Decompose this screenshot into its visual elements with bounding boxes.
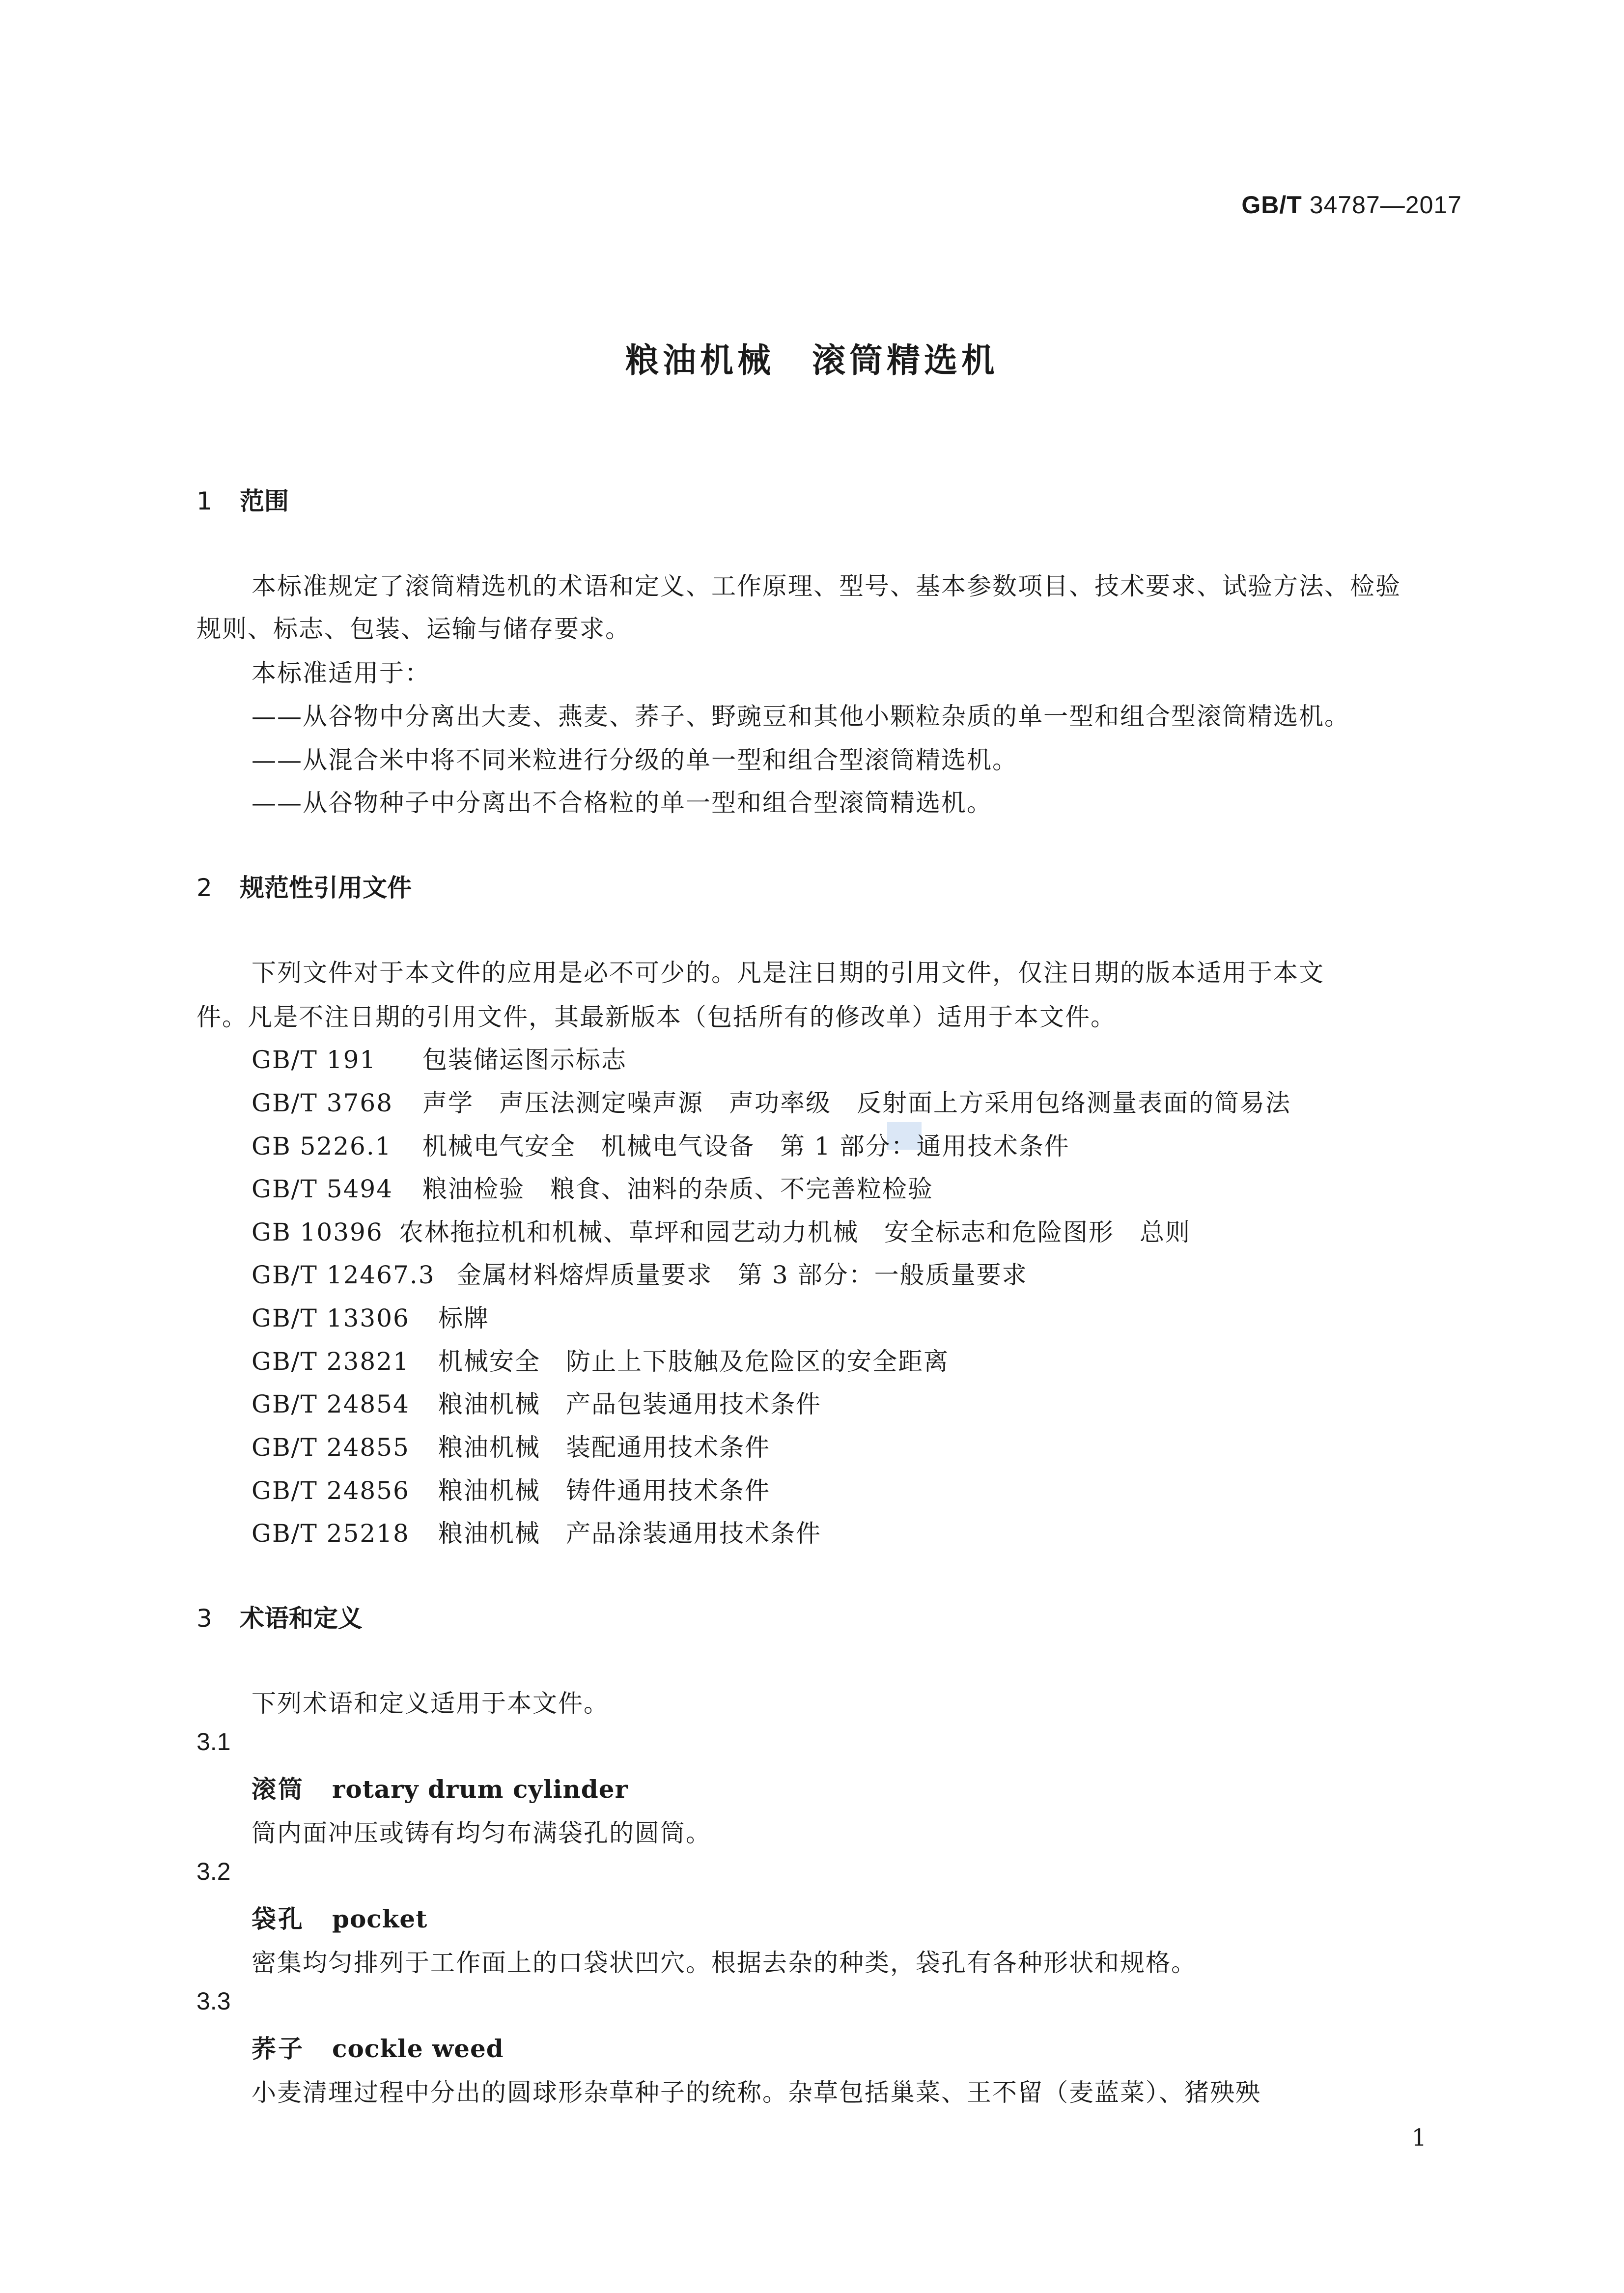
reference-item: GB/T 3768 声学 声压法测定噪声源 声功率级 反射面上方采用包络测量表面的简易法 <box>252 1089 1291 1117</box>
reference-item: GB/T 24856 粮油机械 铸件通用技术条件 <box>252 1476 770 1505</box>
reference-item: GB/T 25218 粮油机械 产品涂装通用技术条件 <box>252 1519 821 1548</box>
term-definition: 小麦清理过程中分出的圆球形杂草种子的统称。杂草包括巢菜、王不留（麦蓝菜）、猪殃殃 <box>252 2078 1261 2107</box>
scope-paragraph-line-1: 本标准规定了滚筒精选机的术语和定义、工作原理、型号、基本参数项目、技术要求、试验方法、检验 <box>252 572 1401 600</box>
term-number: 3.1 <box>196 1728 231 1755</box>
reference-item: GB 10396 农林拖拉机和机械、草坪和园艺动力机械 安全标志和危险图形 总则 <box>252 1218 1191 1246</box>
reference-item: GB/T 13306 标牌 <box>252 1304 489 1332</box>
reference-item: GB/T 23821 机械安全 防止上下肢触及危险区的安全距离 <box>252 1347 949 1376</box>
term-definition: 密集均匀排列于工作面上的口袋状凹穴。根据去杂的种类，袋孔有各种形状和规格。 <box>252 1949 1197 1977</box>
references-paragraph-line-1: 下列文件对于本文件的应用是必不可少的。凡是注日期的引用文件，仅注日期的版本适用于本文 <box>252 959 1324 987</box>
term-definition: 筒内面冲压或铸有均匀布满袋孔的圆筒。 <box>252 1819 711 1847</box>
references-paragraph-line-2: 件。凡是不注日期的引用文件，其最新版本（包括所有的修改单）适用于本文件。 <box>196 1003 1116 1031</box>
section-1-heading: 1 范围 <box>196 487 289 515</box>
term-name: 荞子 cockle weed <box>252 2034 504 2063</box>
scope-applicability: 本标准适用于： <box>252 659 430 687</box>
reference-item: GB/T 191 包装储运图示标志 <box>252 1046 627 1074</box>
reference-item: GB/T 12467.3 金属材料熔焊质量要求 第 3 部分：一般质量要求 <box>252 1261 1028 1289</box>
term-name: 袋孔 pocket <box>252 1904 428 1933</box>
page-number: 1 <box>1411 2124 1427 2151</box>
reference-item: GB 5226.1 机械电气安全 机械电气设备 第 1 部分：通用技术条件 <box>252 1132 1070 1161</box>
term-number: 3.3 <box>196 1987 231 2015</box>
scope-item: ——从混合米中将不同米粒进行分级的单一型和组合型滚筒精选机。 <box>252 746 1018 774</box>
section-2-heading: 2 规范性引用文件 <box>196 874 412 902</box>
document-title: 粮油机械 滚筒精选机 <box>625 341 999 380</box>
scope-item: ——从谷物种子中分离出不合格粒的单一型和组合型滚筒精选机。 <box>252 789 992 817</box>
scope-paragraph-line-2: 规则、标志、包装、运输与储存要求。 <box>196 615 631 643</box>
term-name: 滚筒 rotary drum cylinder <box>252 1775 628 1804</box>
terms-intro: 下列术语和定义适用于本文件。 <box>252 1689 609 1718</box>
reference-item: GB/T 24854 粮油机械 产品包装通用技术条件 <box>252 1390 821 1418</box>
section-3-heading: 3 术语和定义 <box>196 1604 363 1633</box>
reference-item: GB/T 5494 粮油检验 粮食、油料的杂质、不完善粒检验 <box>252 1175 933 1203</box>
term-number: 3.2 <box>196 1858 231 1885</box>
reference-item: GB/T 24855 粮油机械 装配通用技术条件 <box>252 1433 770 1462</box>
scope-item: ——从谷物中分离出大麦、燕麦、荞子、野豌豆和其他小颗粒杂质的单一型和组合型滚筒精选机。 <box>252 702 1350 731</box>
standard-number: GB/T 34787—2017 <box>1241 191 1462 219</box>
